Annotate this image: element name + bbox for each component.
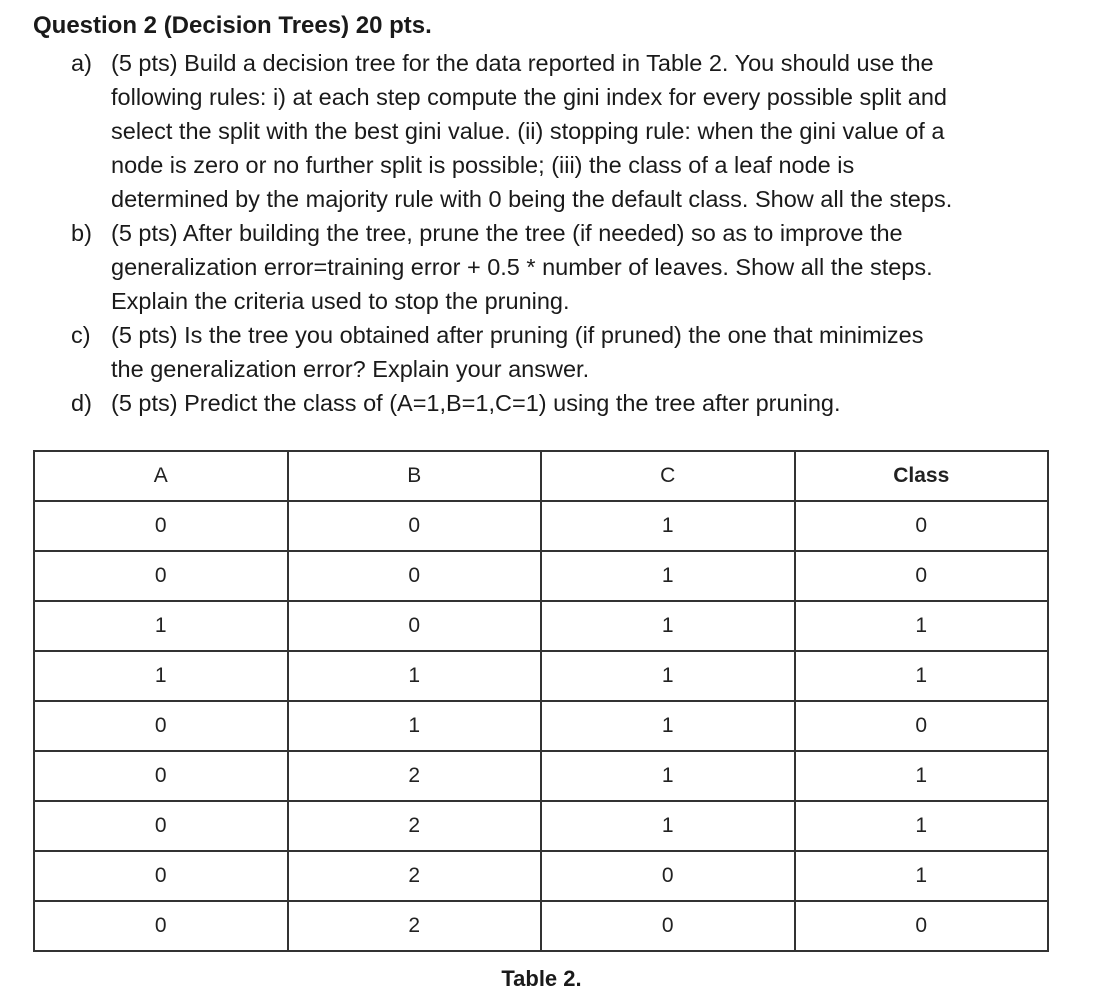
- table-cell: 0: [288, 601, 542, 651]
- table-row: [34, 551, 1048, 601]
- table-cell: 1: [541, 601, 795, 651]
- table-cell: 0: [34, 701, 288, 751]
- table-cell: 1: [34, 651, 288, 701]
- table-cell: 2: [288, 801, 542, 851]
- table-cell: 1: [795, 801, 1049, 851]
- part-label: c): [71, 322, 91, 348]
- table-cell: 0: [34, 801, 288, 851]
- part-text-line: Explain the criteria used to stop the pruning.: [111, 288, 570, 314]
- part-text-line: (5 pts) Is the tree you obtained after pruning (if pruned) the one that minimizes: [111, 322, 924, 348]
- data-table-container: [33, 450, 1049, 952]
- part-text-line: (5 pts) Predict the class of (A=1,B=1,C=1) using the tree after pruning.: [111, 390, 841, 416]
- table-cell: 1: [288, 701, 542, 751]
- part-text-line: (5 pts) After building the tree, prune the tree (if needed) so as to improve the: [111, 220, 903, 246]
- table-cell: 1: [541, 751, 795, 801]
- table-cell: 1: [34, 601, 288, 651]
- part-label: b): [71, 220, 92, 246]
- column-header-b: B: [288, 451, 542, 501]
- column-header-class: Class: [795, 451, 1049, 501]
- part-text-line: the generalization error? Explain your answer.: [111, 356, 590, 382]
- question-part-b: [0, 216, 1104, 318]
- table-cell: 0: [541, 851, 795, 901]
- table-header-row: [34, 451, 1048, 501]
- table-cell: 1: [541, 501, 795, 551]
- table-cell: 0: [288, 551, 542, 601]
- data-table: [33, 450, 1049, 952]
- table-cell: 0: [34, 851, 288, 901]
- table-cell: 0: [795, 551, 1049, 601]
- table-cell: 0: [795, 701, 1049, 751]
- part-label: d): [71, 390, 92, 416]
- table-cell: 1: [541, 801, 795, 851]
- table-row: [34, 601, 1048, 651]
- table-row: [34, 651, 1048, 701]
- table-row: [34, 801, 1048, 851]
- table-cell: 1: [795, 651, 1049, 701]
- table-caption: Table 2.: [501, 966, 582, 991]
- part-text-line: (5 pts) Build a decision tree for the data reported in Table 2. You should use the: [111, 50, 934, 76]
- part-text-line: following rules: i) at each step compute the gini index for every possible split and: [111, 84, 948, 110]
- part-text-line: generalization error=training error + 0.5 * number of leaves. Show all the steps.: [111, 254, 933, 280]
- question-list: [0, 46, 1104, 420]
- table-cell: 2: [288, 851, 542, 901]
- part-text-line: determined by the majority rule with 0 being the default class. Show all the steps.: [111, 186, 953, 212]
- table-cell: 1: [541, 651, 795, 701]
- table-cell: 1: [795, 601, 1049, 651]
- question-part-d: [0, 386, 1104, 420]
- table-row: [34, 501, 1048, 551]
- column-header-a: A: [34, 451, 288, 501]
- table-cell: 2: [288, 901, 542, 951]
- part-label: a): [71, 50, 92, 76]
- table-row: [34, 851, 1048, 901]
- table-cell: 0: [541, 901, 795, 951]
- table-row: [34, 901, 1048, 951]
- part-text-line: node is zero or no further split is possible; (iii) the class of a leaf node is: [111, 152, 855, 178]
- question-part-a: [0, 46, 1104, 216]
- table-cell: 1: [541, 701, 795, 751]
- question-title: Question 2 (Decision Trees) 20 pts.: [33, 12, 432, 39]
- table-cell: 0: [34, 751, 288, 801]
- table-cell: 0: [288, 501, 542, 551]
- table-row: [34, 701, 1048, 751]
- table-cell: 1: [541, 551, 795, 601]
- table-cell: 1: [795, 851, 1049, 901]
- table-cell: 1: [288, 651, 542, 701]
- table-cell: 1: [795, 751, 1049, 801]
- question-part-c: [0, 318, 1104, 386]
- table-cell: 2: [288, 751, 542, 801]
- part-text-line: select the split with the best gini value. (ii) stopping rule: when the gini value of a: [111, 118, 945, 144]
- column-header-c: C: [541, 451, 795, 501]
- table-cell: 0: [34, 501, 288, 551]
- table-cell: 0: [34, 551, 288, 601]
- table-cell: 0: [34, 901, 288, 951]
- table-cell: 0: [795, 501, 1049, 551]
- table-row: [34, 751, 1048, 801]
- table-cell: 0: [795, 901, 1049, 951]
